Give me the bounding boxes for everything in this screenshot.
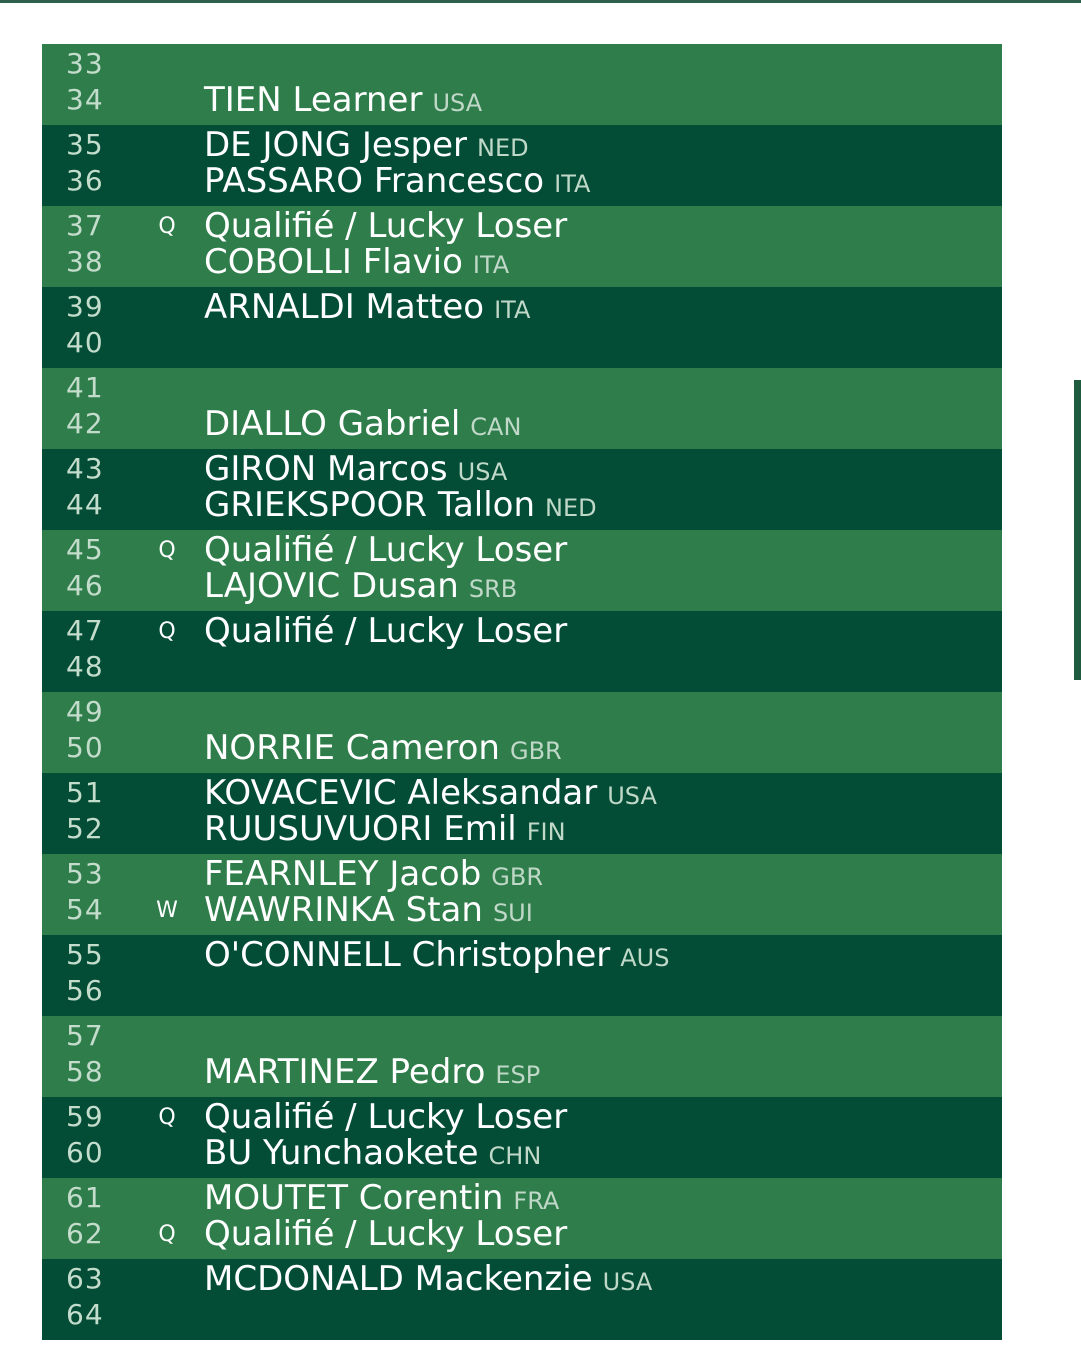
draw-line[interactable] (42, 208, 1002, 244)
draw-line[interactable] (42, 289, 1002, 325)
player-country: GBR (509, 737, 562, 765)
draw-pair (42, 125, 1002, 206)
draw-pair (42, 1178, 1002, 1259)
draw-line[interactable] (42, 973, 1002, 1009)
player-name: PASSARO Francesco (204, 161, 545, 201)
draw-pair (42, 44, 1002, 125)
player-country: SRB (468, 575, 518, 603)
player-entry (204, 1297, 214, 1336)
draw-pair (42, 530, 1002, 611)
player-name: Qualifié / Lucky Loser (204, 206, 568, 246)
entry-status-mark: Q (158, 1105, 176, 1130)
draw-pair (42, 206, 1002, 287)
draw-line[interactable] (42, 694, 1002, 730)
player-country: ITA (554, 170, 591, 198)
draw-line[interactable] (42, 1216, 1002, 1252)
draw-pair (42, 287, 1002, 368)
player-name: LAJOVIC Dusan (204, 566, 459, 606)
draw-position-number: 50 (66, 731, 104, 764)
player-country: CAN (470, 413, 522, 441)
draw-line[interactable] (42, 1180, 1002, 1216)
draw-bracket (42, 44, 1002, 1340)
draw-line[interactable] (42, 82, 1002, 118)
player-entry (204, 613, 577, 652)
player-country: AUS (620, 944, 670, 972)
player-entry (204, 289, 530, 328)
draw-line[interactable] (42, 892, 1002, 928)
draw-pair (42, 449, 1002, 530)
draw-position-number: 57 (66, 1019, 104, 1052)
draw-line[interactable] (42, 244, 1002, 280)
draw-position-number: 56 (66, 974, 104, 1007)
player-name: Qualifié / Lucky Loser (204, 1214, 568, 1254)
draw-position-number: 60 (66, 1136, 104, 1169)
player-name: FEARNLEY Jacob (204, 854, 482, 894)
player-name: MOUTET Corentin (204, 1178, 504, 1218)
draw-position-number: 46 (66, 569, 104, 602)
player-name: GRIEKSPOOR Tallon (204, 485, 536, 525)
draw-position-number: 36 (66, 164, 104, 197)
draw-line[interactable] (42, 1135, 1002, 1171)
player-country: FIN (526, 818, 566, 846)
player-entry (204, 568, 517, 607)
player-country: ESP (495, 1061, 541, 1089)
player-name: TIEN Learner (204, 80, 423, 120)
player-entry (204, 892, 533, 931)
player-country: FRA (513, 1187, 560, 1215)
player-name: Qualifié / Lucky Loser (204, 530, 568, 570)
draw-line[interactable] (42, 532, 1002, 568)
player-country: GBR (491, 863, 544, 891)
player-name: DE JONG Jesper (204, 125, 467, 165)
player-name: GIRON Marcos (204, 449, 448, 489)
player-name: RUUSUVUORI Emil (204, 809, 517, 849)
player-country: USA (602, 1268, 653, 1296)
draw-line[interactable] (42, 568, 1002, 604)
player-country: ITA (494, 296, 531, 324)
draw-position-number: 37 (66, 209, 104, 242)
player-entry (204, 1216, 577, 1255)
player-name: MCDONALD Mackenzie (204, 1259, 593, 1299)
draw-line[interactable] (42, 649, 1002, 685)
draw-position-number: 49 (66, 695, 104, 728)
draw-position-number: 52 (66, 812, 104, 845)
draw-line[interactable] (42, 856, 1002, 892)
draw-line[interactable] (42, 811, 1002, 847)
draw-position-number: 59 (66, 1100, 104, 1133)
draw-pair (42, 935, 1002, 1016)
draw-line[interactable] (42, 163, 1002, 199)
draw-line[interactable] (42, 613, 1002, 649)
player-country: CHN (488, 1142, 542, 1170)
draw-position-number: 51 (66, 776, 104, 809)
draw-line[interactable] (42, 127, 1002, 163)
draw-position-number: 53 (66, 857, 104, 890)
player-entry (204, 649, 214, 688)
player-name: ARNALDI Matteo (204, 287, 485, 327)
player-name: KOVACEVIC Aleksandar (204, 773, 598, 813)
player-country: USA (432, 89, 483, 117)
draw-position-number: 41 (66, 371, 104, 404)
top-divider (0, 0, 1081, 3)
draw-line[interactable] (42, 325, 1002, 361)
draw-pair (42, 1016, 1002, 1097)
draw-line[interactable] (42, 1054, 1002, 1090)
draw-pair (42, 1259, 1002, 1340)
draw-line[interactable] (42, 730, 1002, 766)
player-country: NED (477, 134, 529, 162)
draw-position-number: 55 (66, 938, 104, 971)
player-name: DIALLO Gabriel (204, 404, 461, 444)
scroll-indicator[interactable] (1074, 380, 1081, 680)
player-entry (204, 811, 566, 850)
player-entry (204, 973, 214, 1012)
entry-status-mark: Q (158, 214, 176, 239)
entry-status-mark: Q (158, 538, 176, 563)
player-entry (204, 1135, 541, 1174)
draw-line[interactable] (42, 406, 1002, 442)
player-name: COBOLLI Flavio (204, 242, 463, 282)
draw-position-number: 38 (66, 245, 104, 278)
player-name: Qualifié / Lucky Loser (204, 1097, 568, 1137)
player-country: ITA (472, 251, 510, 279)
draw-line[interactable] (42, 1099, 1002, 1135)
player-name: BU Yunchaokete (204, 1133, 479, 1173)
draw-line[interactable] (42, 487, 1002, 523)
draw-position-number: 58 (66, 1055, 104, 1088)
player-entry (204, 325, 214, 364)
player-country: USA (457, 458, 508, 486)
draw-position-number: 61 (66, 1181, 104, 1214)
draw-position-number: 45 (66, 533, 104, 566)
player-name: NORRIE Cameron (204, 728, 500, 768)
draw-position-number: 47 (66, 614, 104, 647)
draw-line[interactable] (42, 1018, 1002, 1054)
player-name: Qualifié / Lucky Loser (204, 611, 568, 651)
draw-position-number: 40 (66, 326, 104, 359)
player-entry (204, 1054, 540, 1093)
player-entry (204, 406, 521, 445)
player-country: USA (607, 782, 657, 810)
player-entry (204, 487, 597, 526)
draw-line[interactable] (42, 46, 1002, 82)
player-entry (204, 1261, 652, 1300)
player-entry (204, 937, 669, 976)
draw-position-number: 35 (66, 128, 104, 161)
draw-position-number: 62 (66, 1217, 104, 1250)
player-entry (204, 82, 482, 121)
draw-line[interactable] (42, 1261, 1002, 1297)
draw-line[interactable] (42, 451, 1002, 487)
draw-pair (42, 1097, 1002, 1178)
player-name: O'CONNELL Christopher (204, 935, 611, 975)
draw-position-number: 34 (66, 83, 104, 116)
draw-line[interactable] (42, 370, 1002, 406)
draw-position-number: 44 (66, 488, 104, 521)
draw-position-number: 42 (66, 407, 104, 440)
draw-position-number: 54 (66, 893, 104, 926)
draw-position-number: 64 (66, 1298, 104, 1331)
entry-status-mark: Q (158, 619, 176, 644)
draw-pair (42, 773, 1002, 854)
draw-pair (42, 854, 1002, 935)
player-name: MARTINEZ Pedro (204, 1052, 486, 1092)
player-name: WAWRINKA Stan (204, 890, 483, 930)
draw-line[interactable] (42, 937, 1002, 973)
player-entry (204, 244, 509, 283)
entry-status-mark: Q (158, 1222, 176, 1247)
player-entry (204, 163, 590, 202)
entry-status-mark: W (156, 898, 178, 923)
draw-line[interactable] (42, 775, 1002, 811)
player-country: NED (545, 494, 597, 522)
draw-position-number: 39 (66, 290, 104, 323)
player-country: SUI (492, 899, 533, 927)
draw-position-number: 63 (66, 1262, 104, 1295)
draw-pair (42, 611, 1002, 692)
draw-position-number: 43 (66, 452, 104, 485)
draw-position-number: 48 (66, 650, 104, 683)
draw-position-number: 33 (66, 47, 104, 80)
draw-pair (42, 692, 1002, 773)
player-entry (204, 730, 562, 769)
draw-line[interactable] (42, 1297, 1002, 1333)
draw-pair (42, 368, 1002, 449)
